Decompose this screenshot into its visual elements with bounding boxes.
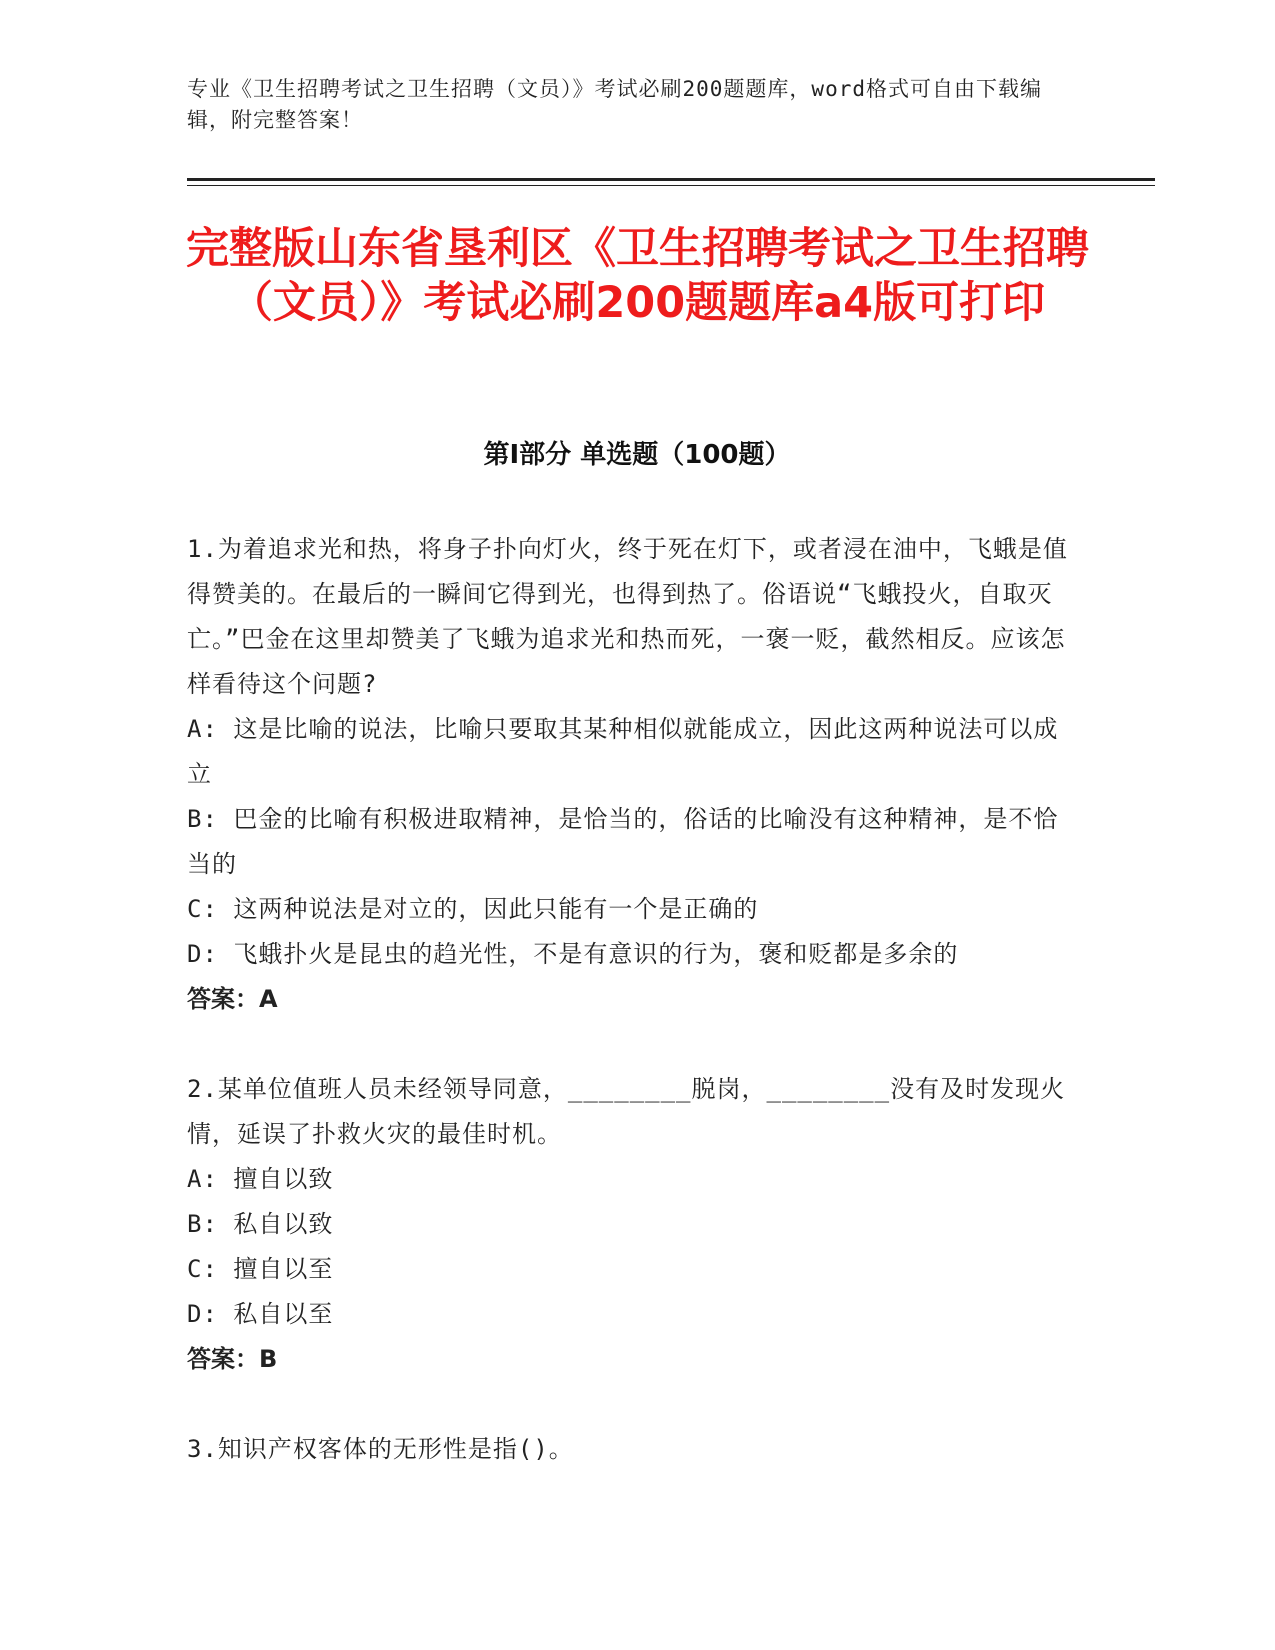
option-c: C: 擅自以至 <box>187 1255 334 1283</box>
question-stem: 2.某单位值班人员未经领导同意，________脱岗，________没有及时发现火情，延误了扑救火灾的最佳时机。 <box>187 1075 1066 1148</box>
option-d: D: 飞蛾扑火是昆虫的趋光性，不是有意识的行为，褒和贬都是多余的 <box>187 940 959 968</box>
answer-line: 答案：A <box>187 985 278 1013</box>
question-list <box>187 527 1072 1472</box>
answer-line: 答案：B <box>187 1345 278 1373</box>
section-heading: 第I部分 单选题（100题） <box>483 440 791 470</box>
option-b: B: 巴金的比喻有积极进取精神，是恰当的，俗话的比喻没有这种精神，是不恰当的 <box>187 805 1059 878</box>
option-a: A: 擅自以致 <box>187 1165 334 1193</box>
question-stem: 3.知识产权客体的无形性是指()。 <box>187 1435 574 1463</box>
question-1 <box>187 527 1072 1022</box>
header-note: 专业《卫生招聘考试之卫生招聘（文员）》考试必刷200题题库，word格式可自由下载编辑，附完整答案！ <box>187 77 1042 132</box>
option-c: C: 这两种说法是对立的，因此只能有一个是正确的 <box>187 895 759 923</box>
option-d: D: 私自以至 <box>187 1300 334 1328</box>
question-3 <box>187 1427 1072 1472</box>
option-a: A: 这是比喻的说法，比喻只要取其某种相似就能成立，因此这两种说法可以成立 <box>187 715 1059 788</box>
header-rule-thin <box>187 185 1155 186</box>
question-stem: 1.为着追求光和热，将身子扑向灯火，终于死在灯下，或者浸在油中，飞蛾是值得赞美的。在最后的一瞬间它得到光，也得到热了。俗语说“飞蛾投火，自取灭亡。”巴金在这里却赞美了飞蛾为追求光和热而死，一褒一贬，截然相反。应该怎样看待这个问题? <box>187 535 1068 698</box>
document-title: 完整版山东省垦利区《卫生招聘考试之卫生招聘（文员）》考试必刷200题题库a4版可打印 <box>186 224 1089 328</box>
header-rule-thick <box>187 178 1155 181</box>
option-b: B: 私自以致 <box>187 1210 334 1238</box>
question-2 <box>187 1067 1072 1382</box>
